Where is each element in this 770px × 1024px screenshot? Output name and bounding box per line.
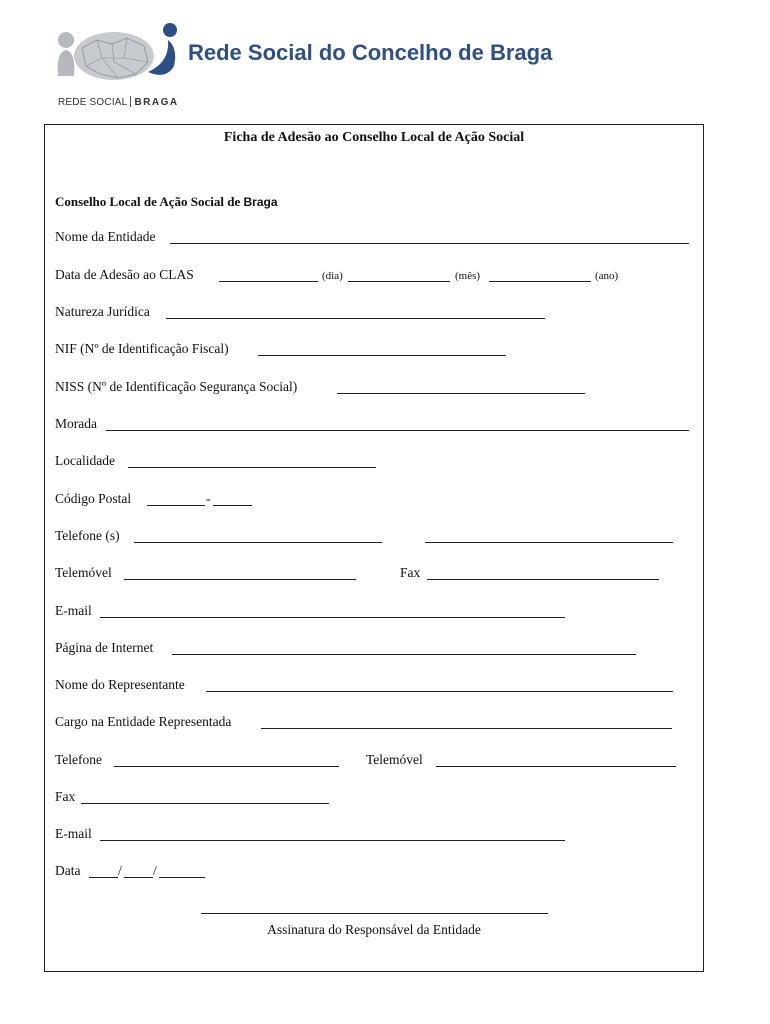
label-email-rep: E-mail <box>55 826 92 841</box>
field-cp-part2[interactable] <box>213 505 252 506</box>
field-data-dia[interactable] <box>89 877 118 878</box>
data-sep-1: / <box>118 863 122 878</box>
label-mes: (mês) <box>455 270 481 282</box>
field-nif[interactable] <box>258 355 506 356</box>
label-telemovel: Telemóvel <box>55 565 112 580</box>
field-fax-rep[interactable] <box>81 803 329 804</box>
field-localidade[interactable] <box>128 467 376 468</box>
label-morada: Morada <box>55 416 97 431</box>
label-codigo-postal: Código Postal <box>55 491 132 506</box>
field-email[interactable] <box>100 617 565 618</box>
label-fax: Fax <box>400 565 421 580</box>
section-heading: Conselho Local de Ação Social de Braga <box>55 194 278 209</box>
label-fax-rep: Fax <box>55 789 76 804</box>
label-telefones: Telefone (s) <box>55 528 120 543</box>
label-email: E-mail <box>55 603 92 618</box>
label-data-adesao: Data de Adesão ao CLAS <box>55 267 194 282</box>
form-frame <box>44 124 704 972</box>
field-pagina-internet[interactable] <box>172 654 636 655</box>
field-cargo[interactable] <box>261 728 672 729</box>
cp-dash: - <box>206 491 211 506</box>
label-nome-entidade: Nome da Entidade <box>55 229 156 244</box>
field-nome-entidade[interactable] <box>170 243 689 244</box>
field-representante[interactable] <box>206 691 673 692</box>
field-natureza[interactable] <box>166 318 545 319</box>
label-cargo: Cargo na Entidade Representada <box>55 714 232 729</box>
label-dia: (dia) <box>322 270 343 282</box>
field-fax[interactable] <box>427 579 659 580</box>
label-localidade: Localidade <box>55 453 115 468</box>
label-nif: NIF (Nº de Identificação Fiscal) <box>55 341 229 356</box>
label-ano: (ano) <box>595 270 619 282</box>
field-data-mes[interactable] <box>124 877 153 878</box>
logo-caption: REDE SOCIAL BRAGA <box>58 97 179 108</box>
label-natureza: Natureza Jurídica <box>55 304 150 319</box>
label-pagina-internet: Página de Internet <box>55 640 154 655</box>
field-email-rep[interactable] <box>100 840 565 841</box>
brand-title: Rede Social do Concelho de Braga <box>188 40 553 65</box>
field-morada[interactable] <box>106 430 689 431</box>
label-niss: NISS (Nº de Identificação Segurança Social) <box>55 379 298 394</box>
field-data-ano[interactable] <box>159 877 205 878</box>
field-telefone-2[interactable] <box>425 542 673 543</box>
field-telefone-rep[interactable] <box>114 766 339 767</box>
signature-caption: Assinatura do Responsável da Entidade <box>267 922 481 937</box>
field-telefone-1[interactable] <box>134 542 382 543</box>
field-telemovel-rep[interactable] <box>436 766 676 767</box>
label-telefone-rep: Telefone <box>55 752 103 767</box>
label-data: Data <box>55 863 81 878</box>
form-title: Ficha de Adesão ao Conselho Local de Ação Social <box>223 130 525 145</box>
field-dia[interactable] <box>219 281 318 282</box>
field-niss[interactable] <box>337 393 585 394</box>
field-telemovel[interactable] <box>124 579 356 580</box>
label-telemovel-rep: Telemóvel <box>366 752 423 767</box>
field-cp-part1[interactable] <box>147 505 205 506</box>
data-sep-2: / <box>153 863 157 878</box>
field-ano[interactable] <box>489 281 591 282</box>
label-representante: Nome do Representante <box>55 677 185 692</box>
rede-social-logo <box>52 18 182 98</box>
field-mes[interactable] <box>348 281 450 282</box>
signature-line[interactable] <box>201 913 548 914</box>
